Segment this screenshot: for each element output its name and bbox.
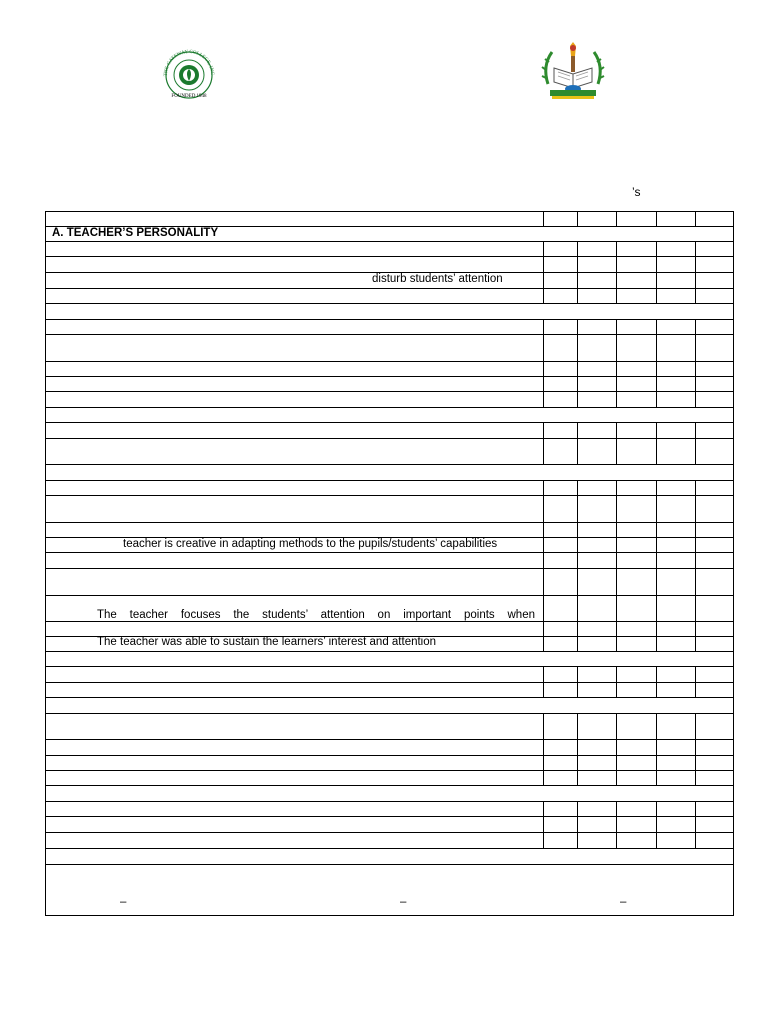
rating-cell[interactable] — [695, 833, 735, 848]
rating-cell[interactable] — [577, 714, 617, 739]
signature-dash-3: – — [620, 896, 627, 908]
rating-cell[interactable] — [543, 833, 578, 848]
rating-cell[interactable] — [616, 553, 657, 568]
rating-cell[interactable] — [543, 538, 578, 552]
form-row — [46, 289, 733, 304]
rating-cell[interactable] — [656, 289, 696, 303]
rating-cell[interactable] — [543, 622, 578, 636]
form-row — [46, 496, 733, 523]
rating-cell[interactable] — [695, 242, 735, 256]
rating-cell[interactable] — [656, 362, 696, 376]
form-row — [46, 392, 733, 408]
rating-cell[interactable] — [616, 637, 657, 651]
form-row — [46, 849, 733, 865]
form-row — [46, 569, 733, 596]
rating-cell[interactable] — [695, 257, 735, 272]
rating-cell[interactable] — [577, 740, 617, 755]
rating-cell[interactable] — [616, 439, 657, 464]
form-row — [46, 242, 733, 257]
rating-cell[interactable] — [616, 817, 657, 832]
form-row — [46, 481, 733, 496]
rating-cell[interactable] — [616, 335, 657, 361]
rating-cell[interactable] — [695, 802, 735, 816]
rating-cell[interactable] — [656, 714, 696, 739]
rating-cell[interactable] — [695, 714, 735, 739]
rating-cell[interactable] — [616, 756, 657, 770]
form-row — [46, 667, 733, 683]
rating-cell[interactable] — [695, 289, 735, 303]
rating-cell[interactable] — [695, 423, 735, 438]
rating-cell[interactable] — [616, 667, 657, 682]
rating-cell[interactable] — [577, 802, 617, 816]
form-row — [46, 865, 733, 917]
rating-cell[interactable] — [577, 423, 617, 438]
rating-cell[interactable] — [543, 335, 578, 361]
rating-cell[interactable] — [577, 596, 617, 621]
rating-cell[interactable] — [695, 771, 735, 785]
rating-cell[interactable] — [616, 622, 657, 636]
rating-cell[interactable] — [616, 392, 657, 407]
rating-cell[interactable] — [543, 423, 578, 438]
rating-cell[interactable] — [656, 377, 696, 391]
rating-cell[interactable] — [695, 273, 735, 288]
rating-cell[interactable] — [695, 596, 735, 621]
rating-cell[interactable] — [656, 538, 696, 552]
form-row — [46, 439, 733, 465]
rating-cell[interactable] — [616, 714, 657, 739]
criterion-focus-attention: The teacher focuses the students’ attention on important points when — [97, 609, 535, 621]
rating-cell[interactable] — [616, 523, 657, 537]
rating-cell[interactable] — [543, 817, 578, 832]
rating-cell[interactable] — [656, 392, 696, 407]
rating-cell[interactable] — [543, 481, 578, 495]
rating-cell[interactable] — [543, 212, 578, 226]
rating-cell[interactable] — [695, 553, 735, 568]
rating-cell[interactable] — [577, 392, 617, 407]
rating-cell[interactable] — [577, 523, 617, 537]
rating-cell[interactable] — [543, 392, 578, 407]
rating-cell[interactable] — [577, 377, 617, 391]
rating-cell[interactable] — [695, 362, 735, 376]
rating-cell[interactable] — [616, 273, 657, 288]
rating-cell[interactable] — [543, 771, 578, 785]
rating-cell[interactable] — [577, 683, 617, 697]
criterion-disturb-attention: disturb students’ attention — [372, 273, 503, 285]
rating-cell[interactable] — [616, 771, 657, 785]
rating-cell[interactable] — [616, 212, 657, 226]
rating-cell[interactable] — [577, 756, 617, 770]
rating-cell[interactable] — [656, 553, 696, 568]
rating-cell[interactable] — [543, 523, 578, 537]
rating-cell[interactable] — [695, 320, 735, 334]
form-row — [46, 362, 733, 377]
logo-ring-text: THE GATEWAY COLLEGE, INC — [163, 49, 215, 77]
rating-cell[interactable] — [616, 538, 657, 552]
form-row — [46, 833, 733, 849]
title-apostrophe-s: ’s — [632, 185, 641, 199]
rating-cell[interactable] — [543, 362, 578, 376]
rating-cell[interactable] — [656, 771, 696, 785]
form-row — [46, 335, 733, 362]
rating-cell[interactable] — [577, 667, 617, 682]
form-row — [46, 523, 733, 538]
rating-cell[interactable] — [543, 637, 578, 651]
rating-cell[interactable] — [543, 569, 578, 595]
rating-cell[interactable] — [616, 481, 657, 495]
rating-cell[interactable] — [543, 496, 578, 522]
rating-cell[interactable] — [616, 496, 657, 522]
rating-cell[interactable] — [695, 212, 735, 226]
rating-cell[interactable] — [616, 683, 657, 697]
signature-dash-1: – — [120, 896, 127, 908]
rating-cell[interactable] — [616, 320, 657, 334]
rating-cell[interactable] — [695, 439, 735, 464]
rating-cell[interactable] — [577, 538, 617, 552]
rating-cell[interactable] — [695, 637, 735, 651]
rating-cell[interactable] — [577, 212, 617, 226]
form-row — [46, 652, 733, 667]
rating-cell[interactable] — [577, 362, 617, 376]
rating-cell[interactable] — [656, 622, 696, 636]
form-row — [46, 740, 733, 756]
rating-cell[interactable] — [695, 392, 735, 407]
rating-cell[interactable] — [577, 335, 617, 361]
rating-cell[interactable] — [656, 423, 696, 438]
evaluation-form — [45, 211, 734, 916]
rating-cell[interactable] — [616, 289, 657, 303]
form-row — [46, 257, 733, 273]
form-row — [46, 423, 733, 439]
form-row — [46, 802, 733, 817]
gateway-college-logo — [155, 45, 223, 99]
rating-cell[interactable] — [577, 622, 617, 636]
emblem-logo — [540, 42, 606, 100]
rating-cell[interactable] — [543, 289, 578, 303]
rating-cell[interactable] — [695, 667, 735, 682]
rating-cell[interactable] — [656, 439, 696, 464]
form-row — [46, 683, 733, 698]
rating-cell[interactable] — [577, 496, 617, 522]
rating-cell[interactable] — [577, 569, 617, 595]
rating-cell[interactable] — [543, 439, 578, 464]
rating-cell[interactable] — [695, 817, 735, 832]
rating-cell[interactable] — [543, 242, 578, 256]
rating-cell[interactable] — [543, 667, 578, 682]
form-row — [46, 756, 733, 771]
rating-cell[interactable] — [695, 683, 735, 697]
rating-cell[interactable] — [543, 740, 578, 755]
rating-cell[interactable] — [695, 740, 735, 755]
form-row — [46, 817, 733, 833]
rating-cell[interactable] — [577, 771, 617, 785]
rating-cell[interactable] — [616, 377, 657, 391]
form-row — [46, 465, 733, 481]
rating-cell[interactable] — [695, 377, 735, 391]
rating-cell[interactable] — [656, 569, 696, 595]
form-row — [46, 212, 733, 227]
rating-cell[interactable] — [577, 242, 617, 256]
form-row — [46, 304, 733, 320]
rating-cell[interactable] — [616, 242, 657, 256]
form-row — [46, 553, 733, 569]
rating-cell[interactable] — [656, 637, 696, 651]
rating-cell[interactable] — [577, 833, 617, 848]
rating-cell[interactable] — [543, 714, 578, 739]
rating-cell[interactable] — [656, 817, 696, 832]
rating-cell[interactable] — [543, 596, 578, 621]
rating-cell[interactable] — [695, 481, 735, 495]
rating-cell[interactable] — [577, 257, 617, 272]
rating-cell[interactable] — [543, 802, 578, 816]
form-row — [46, 714, 733, 740]
rating-cell[interactable] — [695, 569, 735, 595]
form-row — [46, 622, 733, 637]
rating-cell[interactable] — [616, 569, 657, 595]
rating-cell[interactable] — [577, 273, 617, 288]
form-row — [46, 377, 733, 392]
section-a-title: A. TEACHER’S PERSONALITY — [52, 227, 219, 239]
form-row — [46, 698, 733, 714]
rating-cell[interactable] — [656, 740, 696, 755]
rating-cell[interactable] — [656, 596, 696, 621]
rating-cell[interactable] — [543, 683, 578, 697]
rating-cell[interactable] — [656, 756, 696, 770]
rating-cell[interactable] — [577, 320, 617, 334]
rating-cell[interactable] — [695, 496, 735, 522]
rating-cell[interactable] — [543, 377, 578, 391]
rating-cell[interactable] — [616, 257, 657, 272]
rating-cell[interactable] — [656, 833, 696, 848]
rating-cell[interactable] — [543, 756, 578, 770]
form-row — [46, 408, 733, 423]
rating-cell[interactable] — [656, 335, 696, 361]
rating-cell[interactable] — [656, 683, 696, 697]
rating-cell[interactable] — [616, 740, 657, 755]
rating-cell[interactable] — [577, 289, 617, 303]
rating-cell[interactable] — [656, 273, 696, 288]
rating-cell[interactable] — [543, 273, 578, 288]
rating-cell[interactable] — [695, 335, 735, 361]
rating-cell[interactable] — [695, 622, 735, 636]
rating-cell[interactable] — [656, 320, 696, 334]
rating-cell[interactable] — [656, 667, 696, 682]
rating-cell[interactable] — [543, 257, 578, 272]
rating-cell[interactable] — [616, 423, 657, 438]
rating-cell[interactable] — [656, 496, 696, 522]
rating-cell[interactable] — [656, 481, 696, 495]
rating-cell[interactable] — [616, 833, 657, 848]
rating-cell[interactable] — [577, 817, 617, 832]
rating-cell[interactable] — [577, 637, 617, 651]
rating-cell[interactable] — [656, 212, 696, 226]
signature-dash-2: – — [400, 896, 407, 908]
criterion-sustain-interest: The teacher was able to sustain the learners’ interest and attention — [97, 636, 437, 648]
rating-cell[interactable] — [616, 362, 657, 376]
rating-cell[interactable] — [577, 553, 617, 568]
rating-cell[interactable] — [695, 756, 735, 770]
rating-cell[interactable] — [695, 523, 735, 537]
criterion-creative-methods: teacher is creative in adapting methods to the pupils/students’ capabilities — [123, 538, 498, 550]
rating-cell[interactable] — [543, 553, 578, 568]
logo-founded-text: FOUNDED 1948 — [171, 94, 207, 99]
rating-cell[interactable] — [543, 320, 578, 334]
rating-cell[interactable] — [616, 802, 657, 816]
rating-cell[interactable] — [656, 242, 696, 256]
rating-cell[interactable] — [577, 481, 617, 495]
rating-cell[interactable] — [577, 439, 617, 464]
form-row — [46, 786, 733, 802]
rating-cell[interactable] — [616, 596, 657, 621]
form-row — [46, 320, 733, 335]
rating-cell[interactable] — [656, 802, 696, 816]
rating-cell[interactable] — [656, 523, 696, 537]
form-row — [46, 771, 733, 786]
rating-cell[interactable] — [656, 257, 696, 272]
rating-cell[interactable] — [695, 538, 735, 552]
